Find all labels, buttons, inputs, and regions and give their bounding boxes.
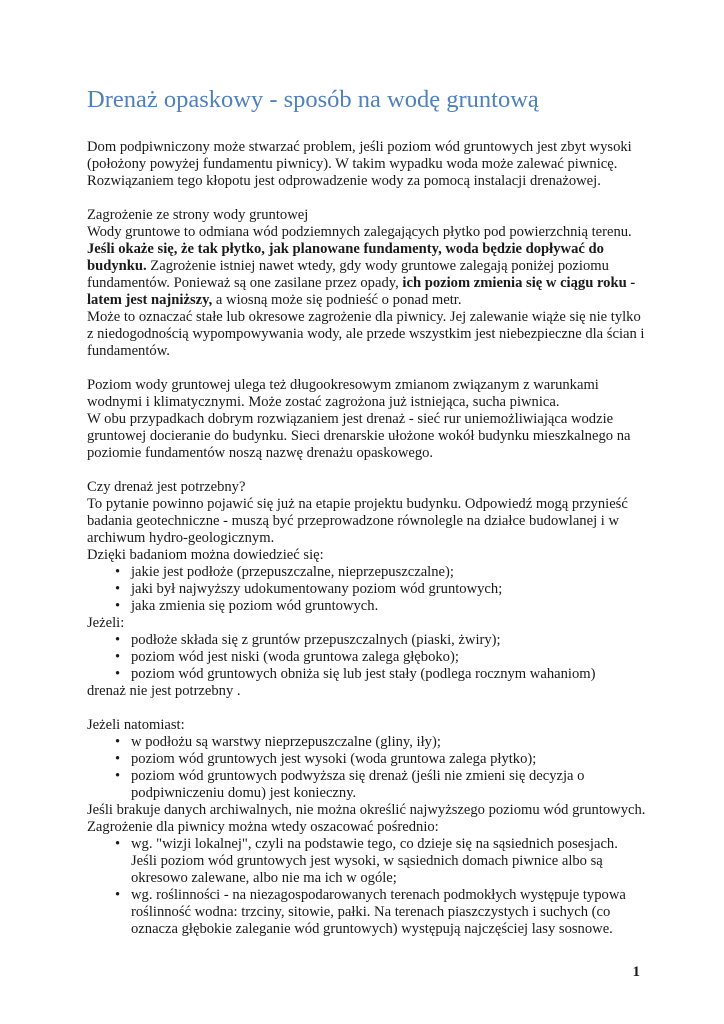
research-intro: Dzięki badaniom można dowiedzieć się:	[87, 547, 324, 563]
list-item: • jakie jest podłoże (przepuszczalne, nieprzepuszczalne);	[87, 564, 647, 581]
threat-bold-b: ich poziom zmienia się w ciągu roku - latem jest najniższy,	[87, 275, 636, 308]
list-item: • poziom wód gruntowych jest wysoki (woda gruntowa zalega płytko);	[87, 751, 647, 768]
list-item: • wg. roślinności - na niezagospodarowanych terenach podmokłych występuje typowa roślinność wodna: trzciny, sitowie, pałki. Na terenach piaszczystych i suchych (co oznacza głębokie zaleganie wód gruntowych) występują najczęściej lasy sosnowe.	[87, 887, 647, 938]
section-heading-threat: Zagrożenie ze strony wody gruntowej	[87, 207, 309, 223]
page-number: 1	[632, 964, 640, 980]
list-item: • jaka zmienia się poziom wód gruntowych.	[87, 598, 647, 615]
needed-paragraph: To pytanie powinno pojawić się już na etapie projektu budynku. Odpowiedź mogą przynieść badania geotechniczne - muszą być przeprowadzone równolegle na działce budowlanej i w archiwum hydro-geologicznym.	[87, 496, 628, 546]
if-label: Jeżeli:	[87, 615, 125, 631]
intro-paragraph: Dom podpiwniczony może stwarzać problem, jeśli poziom wód gruntowych jest zbyt wysoki (położony powyżej fundamentu piwnicy). W takim wypadku woda może zalewać piwnicę. Rozwiązaniem tego kłopotu jest odprowadzenie wody za pomocą instalacji drenażowej.	[87, 139, 632, 189]
not-needed-conclusion: drenaż nie jest potrzebny .	[87, 683, 241, 699]
threat-paragraph	[87, 224, 647, 309]
drainage-solution-paragraph: W obu przypadkach dobrym rozwiązaniem jest drenaż - sieć rur uniemożliwiająca wodzie gruntowej docieranie do budynku. Sieci drenarskie ułożone wokół budynku mieszkalnego na poziomie fundamentów noszą nazwę drenażu opaskowego.	[87, 411, 631, 461]
threat-text-c: a wiosną może się podnieść o ponad metr.	[212, 292, 462, 308]
threat-paragraph-2: Może to oznaczać stałe lub okresowe zagrożenie dla piwnicy. Jej zalewanie wiąże się nie tylko z niedogodnością wypompowywania wody, ale przede wszystkim jest niebezpieczne dla ścian i fundamentów.	[87, 309, 645, 359]
estimation-methods-list	[87, 836, 647, 938]
list-item: • poziom wód jest niski (woda gruntowa zalega głęboko);	[87, 649, 647, 666]
threat-bold-a: Jeśli okaże się, że tak płytko, jak planowane fundamenty, woda będzie dopływać do budynku.	[87, 241, 604, 274]
research-list	[87, 564, 647, 615]
list-item: • wg. "wizji lokalnej", czyli na podstawie tego, co dzieje się na sąsiednich posesjach. Jeśli poziom wód gruntowych jest wysoki, w sąsiednich domach piwnice albo są okresowo zalewane, albo nie ma ich w ogóle;	[87, 836, 647, 887]
list-item: • w podłożu są warstwy nieprzepuszczalne (gliny, iły);	[87, 734, 647, 751]
list-item: • jaki był najwyższy udokumentowany poziom wód gruntowych;	[87, 581, 647, 598]
long-term-paragraph: Poziom wody gruntowej ulega też długookresowym zmianom związanym z warunkami wodnymi i klimatycznymi. Może zostać zagrożona już istniejąca, sucha piwnica.	[87, 377, 599, 410]
document-title: Drenaż opaskowy - sposób na wodę gruntową	[87, 86, 539, 113]
archive-paragraph: Jeśli brakuje danych archiwalnych, nie można określić najwyższego poziomu wód gruntowych. Zagrożenie dla piwnicy można wtedy oszacować pośrednio:	[87, 802, 646, 835]
list-item: • poziom wód gruntowych podwyższa się drenaż (jeśli nie zmieni się decyzja o podpiwniczeniu domu) jest konieczny.	[87, 768, 647, 802]
threat-text-b: Zagrożenie istniej nawet wtedy, gdy wody gruntowe zalegają poniżej poziomu fundamentów. Ponieważ są one zasilane przez opady,	[87, 258, 609, 291]
threat-text-a: Wody gruntowe to odmiana wód podziemnych zalegających płytko pod powierzchnią terenu.	[87, 224, 632, 240]
however-label: Jeżeli natomiast:	[87, 717, 185, 733]
section-heading-needed: Czy drenaż jest potrzebny?	[87, 479, 246, 495]
list-item: • poziom wód gruntowych obniża się lub jest stały (podlega rocznym wahaniom)	[87, 666, 647, 683]
not-needed-conditions-list	[87, 632, 647, 683]
needed-conditions-list	[87, 734, 647, 802]
list-item: • podłoże składa się z gruntów przepuszczalnych (piaski, żwiry);	[87, 632, 647, 649]
document-page	[87, 84, 647, 938]
